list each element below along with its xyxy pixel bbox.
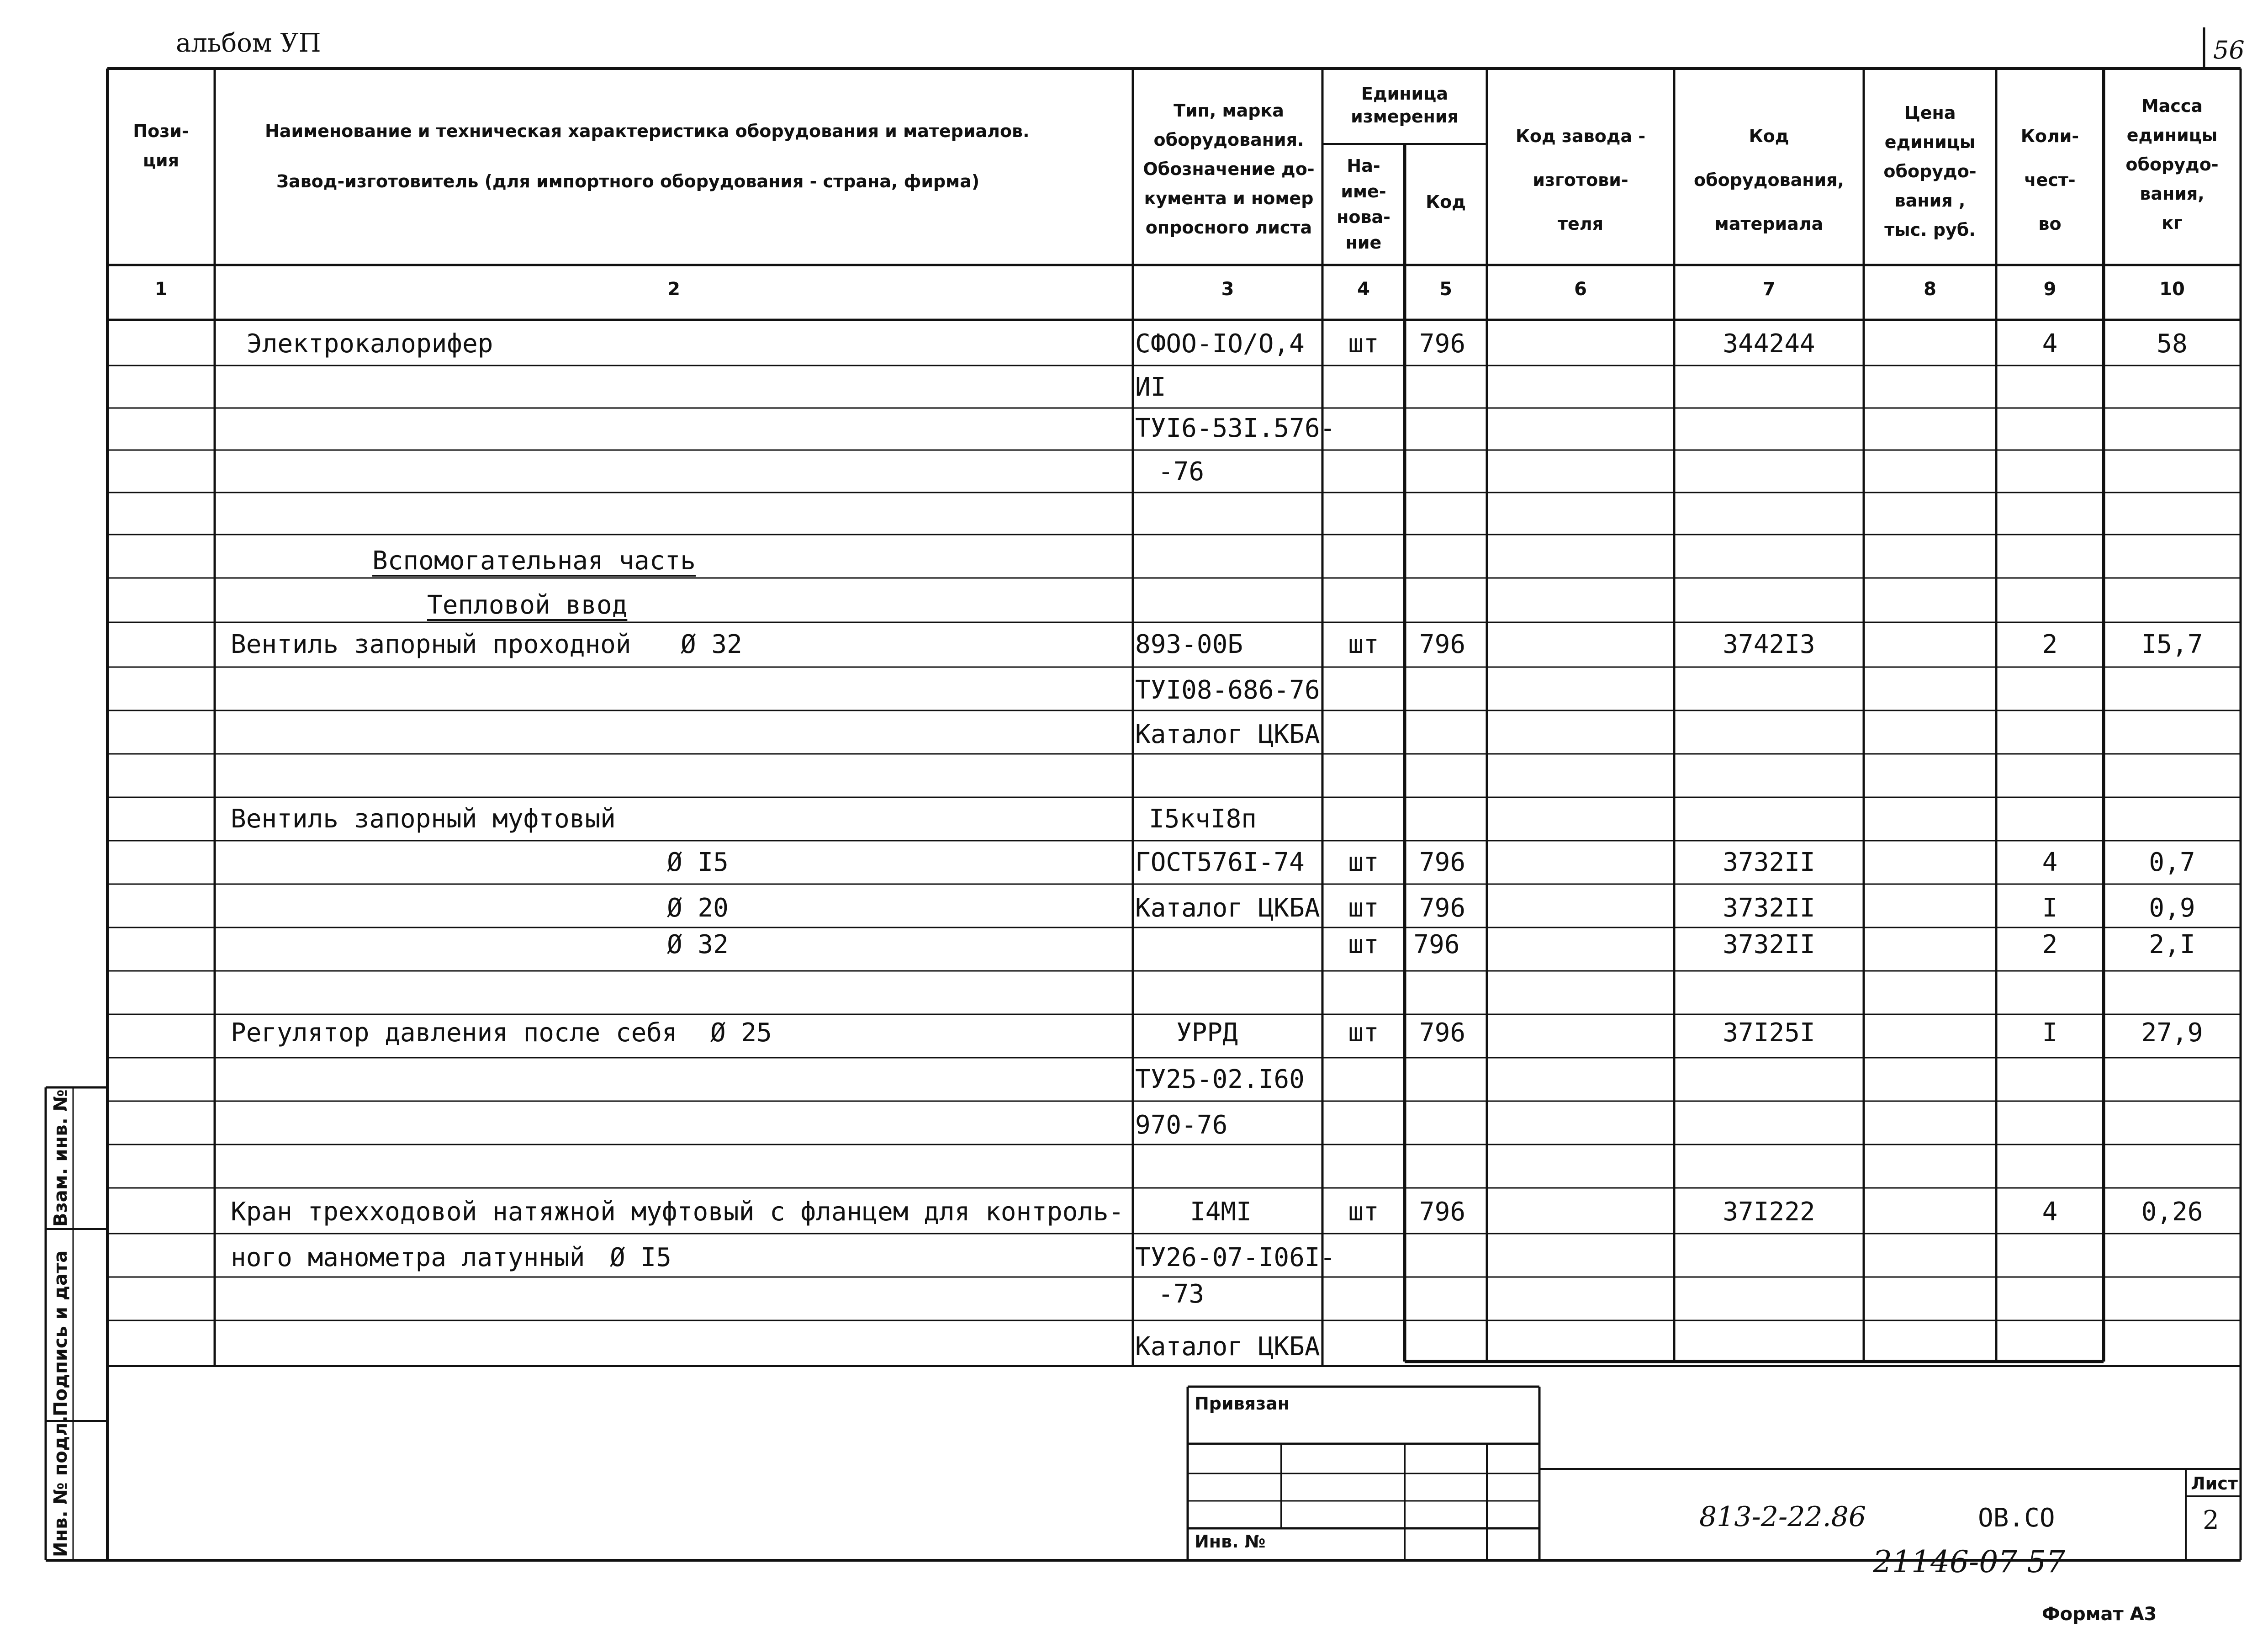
row-2-type: ТУI6-53I.576- — [1135, 413, 1336, 443]
colnum-5: 5 — [1439, 279, 1452, 300]
row-12-dia: Ø I5 — [667, 848, 729, 877]
stamp-designation: 813-2-22.86 — [1699, 1501, 1866, 1533]
row-14-mat: 3732II — [1723, 930, 1815, 959]
row-12-unit: шт — [1348, 848, 1379, 877]
header-unit: Единица измерения — [1351, 84, 1459, 127]
row-20-unit: шт — [1348, 1197, 1379, 1227]
row-0-code: 796 — [1419, 329, 1466, 359]
colnum-7: 7 — [1762, 279, 1776, 300]
header-unit-name: На- име- нова- ние — [1337, 156, 1390, 253]
row-13-qty: I — [2042, 893, 2058, 923]
header-type: Тип, марка оборудования. Обозначение до- кумента и номер опросного листа — [1143, 101, 1315, 238]
row-18-type: 970-76 — [1135, 1110, 1228, 1140]
section-heading-auxiliary: Вспомогательная часть — [372, 546, 696, 576]
stamp-sheet-number: 2 — [2203, 1505, 2219, 1535]
album-label: альбом УП — [176, 28, 321, 58]
header-position: Пози- ция — [133, 121, 189, 170]
row-20-name: Кран трехходовой натяжной муфтовый с фланцем для контроль- — [231, 1197, 1124, 1227]
row-13-unit: шт — [1348, 893, 1379, 923]
page-number: 56 — [2213, 36, 2245, 64]
row-16-name: Регулятор давления после себя — [231, 1018, 677, 1048]
row-11-type: I5кчI8п — [1149, 804, 1257, 834]
row-11-name: Вентиль запорный муфтовый — [231, 804, 616, 834]
row-20-type: I4MI — [1190, 1197, 1252, 1227]
header-unit-code: Код — [1426, 192, 1466, 212]
row-1-type: ИI — [1135, 372, 1166, 402]
colnum-4: 4 — [1357, 279, 1370, 300]
row-14-dia: Ø 32 — [667, 930, 729, 959]
row-14-qty: 2 — [2042, 930, 2058, 959]
row-7-unit: шт — [1348, 630, 1379, 659]
side-label-signature-date: Подпись и дата — [50, 1250, 71, 1416]
row-21-name: ного манометра латунный — [231, 1243, 585, 1272]
row-7-code: 796 — [1419, 630, 1466, 659]
header-factory-code: Код завода - изготови- теля — [1515, 126, 1646, 234]
row-9-type: Каталог ЦКБА — [1135, 720, 1320, 749]
row-16-unit: шт — [1348, 1018, 1379, 1048]
row-8-type: ТУI08-686-76 — [1135, 675, 1320, 705]
colnum-6: 6 — [1574, 279, 1587, 300]
row-13-mat: 3732II — [1723, 893, 1815, 923]
row-23-type: Каталог ЦКБА — [1135, 1332, 1320, 1362]
row-7-type: 893-00Б — [1135, 630, 1243, 659]
row-14-code: 796 — [1413, 930, 1460, 959]
row-0-mass: 58 — [2157, 329, 2188, 359]
row-13-dia: Ø 20 — [667, 893, 729, 923]
format-label: Формат А3 — [2042, 1604, 2157, 1625]
row-20-mass: 0,26 — [2141, 1197, 2203, 1227]
row-16-dia: Ø 25 — [710, 1018, 772, 1048]
stamp-inv-label: Инв. № — [1195, 1531, 1266, 1552]
row-0-unit: шт — [1348, 329, 1379, 359]
row-3-type: -76 — [1158, 457, 1205, 487]
row-20-code: 796 — [1419, 1197, 1466, 1227]
side-label-original-inv: Инв. № подл. — [50, 1415, 71, 1557]
row-14-unit: шт — [1348, 930, 1379, 959]
header-name-line1: Наименование и техническая характеристика оборудования и материалов. — [265, 121, 1030, 141]
row-0-qty: 4 — [2042, 329, 2058, 359]
row-13-mass: 0,9 — [2149, 893, 2195, 923]
header-price: Цена единицы оборудо- вания , тыс. руб. — [1883, 103, 1977, 240]
stamp-sheet-label: Лист — [2191, 1473, 2238, 1494]
row-13-code: 796 — [1419, 893, 1466, 923]
row-7-dia: Ø 32 — [681, 630, 742, 659]
colnum-10: 10 — [2159, 279, 2185, 300]
header-name-line2: Завод-изготовитель (для импортного оборудования - страна, фирма) — [276, 171, 980, 191]
header-material-code: Код оборудования, материала — [1694, 126, 1844, 234]
colnum-3: 3 — [1221, 279, 1234, 300]
row-21-type: ТУ26-07-I06I- — [1135, 1243, 1336, 1272]
row-16-type: УРРД — [1176, 1018, 1238, 1048]
stamp-doc-code: ОВ.СО — [1978, 1503, 2055, 1533]
row-16-qty: I — [2042, 1018, 2058, 1048]
header-mass: Масса единицы оборудо- вания, кг — [2125, 96, 2219, 233]
row-20-qty: 4 — [2042, 1197, 2058, 1227]
row-7-mass: I5,7 — [2141, 630, 2203, 659]
row-12-mat: 3732II — [1723, 848, 1815, 877]
colnum-9: 9 — [2043, 279, 2057, 300]
row-21-dia: Ø I5 — [610, 1243, 671, 1272]
colnum-8: 8 — [1924, 279, 1936, 300]
colnum-1: 1 — [154, 279, 168, 300]
colnum-2: 2 — [667, 279, 680, 300]
bottom-number: 21146-07 57 — [1873, 1544, 2066, 1579]
row-0-name: Электрокалорифер — [247, 329, 493, 359]
row-0-mat: 344244 — [1723, 329, 1815, 359]
row-16-code: 796 — [1419, 1018, 1466, 1048]
section-heading-heat-input: Тепловой ввод — [427, 590, 628, 620]
row-22-type: -73 — [1158, 1279, 1205, 1309]
row-7-name: Вентиль запорный проходной — [231, 630, 631, 659]
row-17-type: ТУ25-02.I60 — [1135, 1065, 1305, 1094]
header-quantity: Коли- чест- во — [2020, 126, 2079, 234]
row-12-mass: 0,7 — [2149, 848, 2195, 877]
row-7-mat: 3742I3 — [1723, 630, 1815, 659]
row-0-type: СФОО-IO/O,4 — [1135, 329, 1305, 359]
row-7-qty: 2 — [2042, 630, 2058, 659]
row-16-mass: 27,9 — [2141, 1018, 2203, 1048]
row-20-mat: 37I222 — [1723, 1197, 1815, 1227]
row-14-mass: 2,I — [2149, 930, 2195, 959]
row-12-type: ГОСТ576I-74 — [1135, 848, 1305, 877]
row-13-type: Каталог ЦКБА — [1135, 893, 1320, 923]
side-label-replacement-inv: Взам. инв. № — [50, 1089, 71, 1227]
stamp-bound-label: Привязан — [1195, 1394, 1290, 1414]
row-12-code: 796 — [1419, 848, 1466, 877]
row-16-mat: 37I25I — [1723, 1018, 1815, 1048]
row-12-qty: 4 — [2042, 848, 2058, 877]
